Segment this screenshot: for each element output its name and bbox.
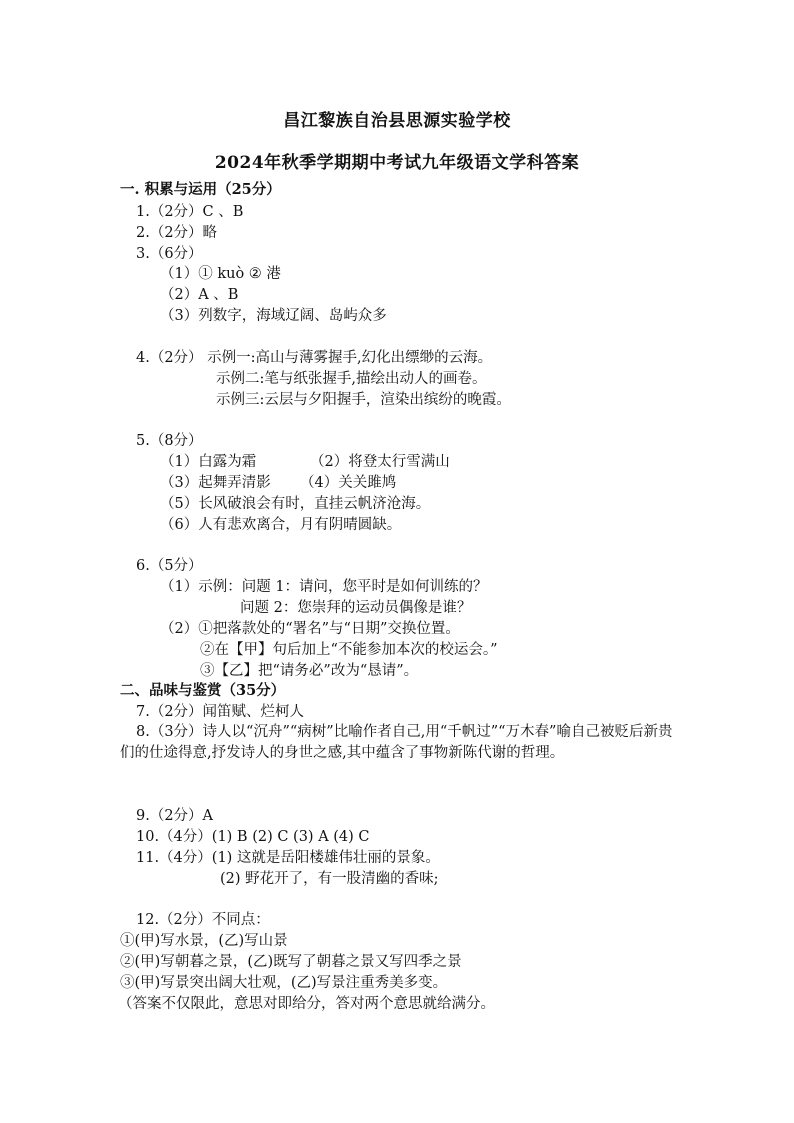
school-title: 昌江黎族自治县思源实验学校	[283, 111, 511, 131]
answer-q5-part1: （1）白露为霜	[160, 454, 257, 470]
section-2-heading: 二、品味与鉴赏（35分）	[120, 682, 286, 699]
exam-title: 2024年秋季学期期中考试九年级语文学科答案	[214, 153, 580, 173]
answer-q4-example2: 示例二:笔与纸张握手,描绘出动人的画卷。	[216, 371, 487, 387]
answer-q5-part2: （2）将登太行雪满山	[310, 454, 450, 470]
answer-q6-part1-question1: （1）示例：问题 1：请问，您平时是如何训练的？	[160, 579, 488, 595]
section-1-heading: 一. 积累与运用（25分）	[120, 181, 281, 198]
answer-q9: 9.（2分）A	[136, 808, 214, 824]
answer-q8: 8.（3分）诗人以“沉舟”“病树”比喻作者自己,用“千帆过”“万木春”喻自己被贬后新贵们的仕途得意,抒发诗人的身世之感,其中蕴含了事物新陈代谢的哲理。	[120, 724, 673, 761]
answer-q10: 10.（4分）(1) B (2) C (3) A (4) C	[136, 829, 370, 845]
answer-q5-part5: （5）长风破浪会有时，直挂云帆济沧海。	[160, 496, 431, 512]
answer-q6-part2-fix1: （2）①把落款处的“署名”与“日期”交换位置。	[160, 621, 460, 637]
answer-q5-part6: （6）人有悲欢离合，月有阴晴圆缺。	[160, 517, 402, 533]
answer-q11-part2: (2) 野花开了，有一股清幽的香味;	[220, 871, 439, 887]
answer-q4-example3: 示例三:云层与夕阳握手，渲染出缤纷的晚霞。	[216, 392, 511, 408]
answer-q7: 7.（2分）闻笛赋、烂柯人	[136, 704, 305, 720]
answer-q4-example1: 4.（2分） 示例一:高山与薄雾握手,幻化出缥缈的云海。	[136, 350, 493, 366]
answer-q12-point2: ②(甲)写朝暮之景，(乙)既写了朝暮之景又写四季之景	[120, 954, 462, 970]
answer-q6-part1-question2: 问题 2：您崇拜的运动员偶像是谁？	[240, 600, 472, 616]
answer-q1: 1.（2分）C 、B	[136, 204, 244, 220]
answer-q3-heading: 3.（6分）	[136, 246, 203, 262]
answer-q3-part3: （3）列数字，海域辽阔、岛屿众多	[160, 308, 387, 324]
answer-q5-heading: 5.（8分）	[136, 433, 203, 449]
answer-q5-part3: （3）起舞弄清影	[160, 475, 271, 491]
answer-q12-heading: 12.（2分）不同点：	[136, 912, 270, 928]
answer-q12-point1: ①(甲)写水景，(乙)写山景	[120, 933, 288, 949]
answer-q5-part4: （4）关关雎鸠	[300, 475, 397, 491]
answer-q6-heading: 6.（5分）	[136, 558, 203, 574]
answer-q3-part1: （1）① kuò ② 港	[160, 266, 281, 282]
answer-q3-part2: （2）A 、B	[160, 287, 239, 303]
answer-q6-part2-fix2: ②在【甲】句后加上“不能参加本次的校运会。”	[200, 642, 498, 658]
answer-q2: 2.（2分）略	[136, 225, 218, 241]
answer-q12-point3: ③(甲)写景突出阔大壮观，(乙)写景注重秀美多变。	[120, 975, 448, 991]
answer-q11-part1: 11.（4分）(1) 这就是岳阳楼雄伟壮丽的景象。	[136, 850, 440, 866]
answer-q6-part2-fix3: ③【乙】把“请务必”改为“恳请”。	[200, 663, 419, 679]
answer-q12-grading-note: （答案不仅限此，意思对即给分，答对两个意思就给满分。	[118, 996, 495, 1012]
